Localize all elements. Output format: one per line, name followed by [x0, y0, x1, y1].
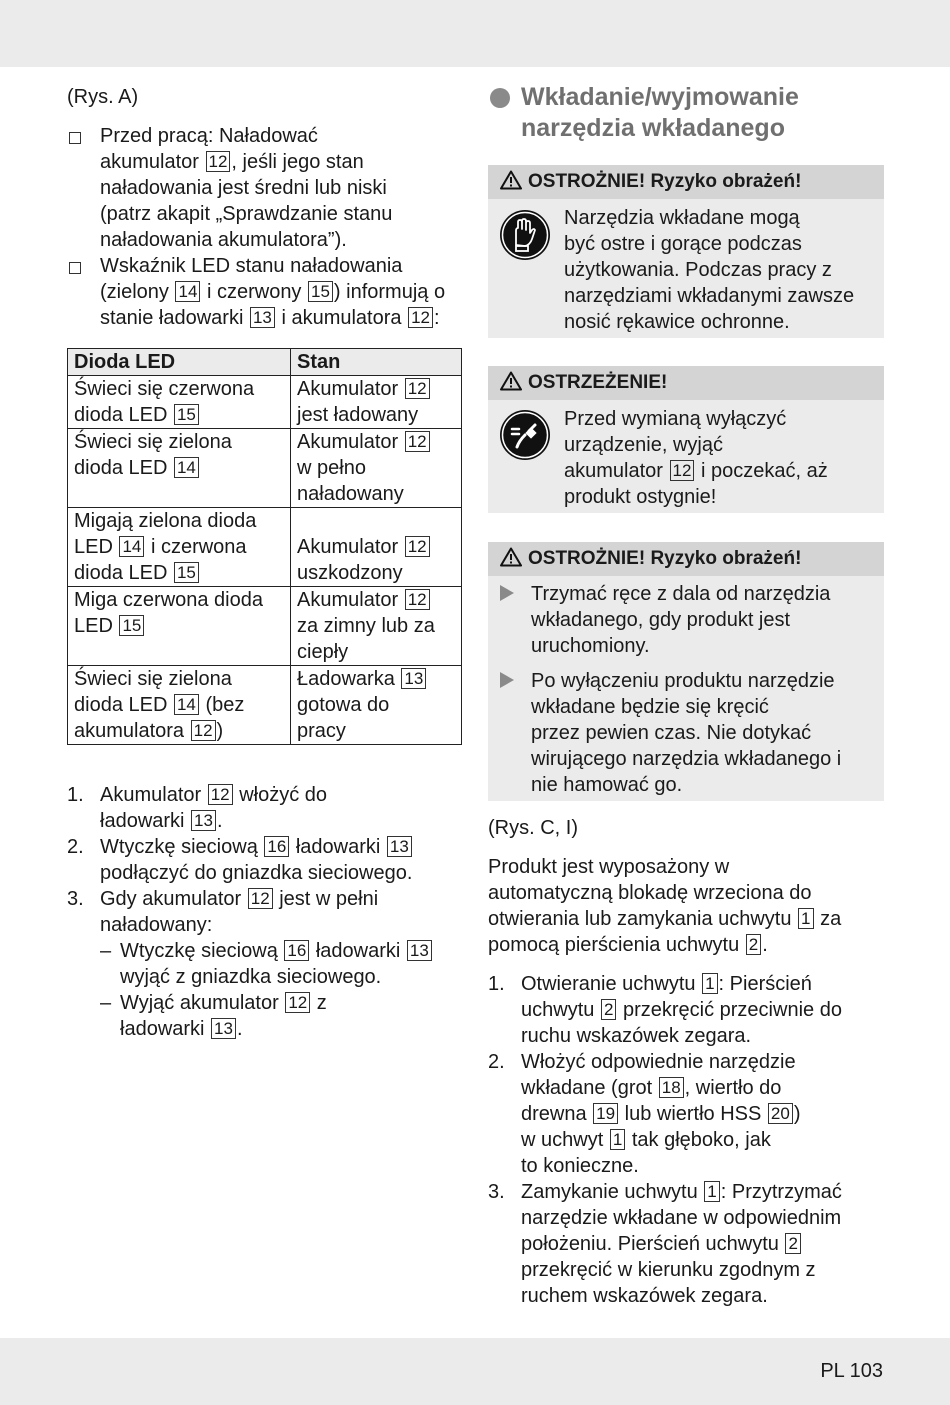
text-line [74, 666, 284, 692]
warning-box [488, 366, 884, 513]
text-line [488, 932, 884, 958]
text-segment: dioda LED [74, 694, 173, 716]
text-line [564, 257, 876, 283]
text-segment: ładowarki [100, 810, 191, 832]
text-segment: za zimny lub za [297, 615, 435, 637]
text-segment: ruchem wskazówek zegara. [521, 1285, 768, 1307]
text-line [488, 880, 884, 906]
text-line [521, 1023, 884, 1049]
table-header-status: Stan [291, 349, 462, 376]
text-segment: automatyczną blokadę wrzeciona do [488, 882, 812, 904]
list-number: 1. [488, 973, 505, 995]
text-line [521, 1231, 884, 1257]
sub-list-item-text [120, 938, 462, 990]
text-segment: Świeci się zielona [74, 431, 232, 453]
reference-number-box: 14 [119, 536, 144, 557]
section-heading [488, 82, 884, 144]
figure-reference: (Rys. A) [67, 86, 139, 108]
text-segment: Akumulator [100, 784, 207, 806]
text-segment: Wtyczkę sieciową [120, 940, 284, 962]
warning-title: OSTRZEŻENIE! [528, 372, 668, 393]
text-segment: Akumulator [297, 589, 404, 611]
reference-number-box: 13 [387, 836, 412, 857]
text-segment: być ostre i gorące podczas [564, 233, 802, 255]
text-segment: naładowania akumulatora”). [100, 229, 347, 251]
text-segment: pomocą pierścienia uchwytu [488, 934, 745, 956]
reference-number-box: 15 [308, 281, 333, 302]
reference-number-box: 16 [284, 940, 309, 961]
reference-number-box: 14 [174, 694, 199, 715]
text-segment: pracy [297, 720, 346, 742]
text-line [297, 692, 455, 718]
text-line [521, 1283, 884, 1309]
unplug-icon [499, 409, 551, 461]
text-segment: (patrz akapit „Sprawdzanie stanu [100, 203, 393, 225]
text-segment: narzędzie wkładane w odpowiednim [521, 1207, 842, 1229]
text-segment: wirującego narzędzia wkładanego i [531, 748, 842, 770]
text-segment: nosić rękawice ochronne. [564, 311, 790, 333]
text-line [521, 1049, 884, 1075]
table-cell-status [291, 508, 462, 587]
reference-number-box: 12 [248, 888, 273, 909]
text-line [531, 607, 880, 633]
caution-title: OSTROŻNIE! Ryzyko obrażeń! [528, 171, 802, 192]
text-segment: ruchu wskazówek zegara. [521, 1025, 752, 1047]
text-segment: Wtyczkę sieciową [100, 836, 264, 858]
table-cell-led [68, 376, 291, 429]
checklist-item-text [100, 123, 462, 253]
text-line [120, 990, 462, 1016]
text-line [297, 587, 455, 613]
checklist-item-text [100, 253, 462, 331]
text-segment: Akumulator [297, 431, 404, 453]
text-line [564, 406, 876, 432]
text-segment: przekręcić przeciwnie do [617, 999, 842, 1021]
text-segment: narzędziami wkładanymi zawsze [564, 285, 855, 307]
text-segment: Wskaźnik LED stanu naładowania [100, 255, 403, 277]
text-segment: i czerwony [201, 281, 307, 303]
text-line [100, 227, 462, 253]
list-item [67, 782, 462, 834]
list-number: 3. [67, 888, 84, 910]
text-segment: to konieczne. [521, 1155, 639, 1177]
text-line [100, 860, 462, 886]
text-segment: Przed pracą: Naładować [100, 125, 318, 147]
text-line [74, 402, 284, 428]
text-segment: LED [74, 536, 119, 558]
text-line [297, 402, 455, 428]
text-segment: Akumulator [297, 378, 404, 400]
text-segment: . [762, 934, 768, 956]
text-segment: w pełno [297, 457, 366, 479]
text-segment: akumulatora [74, 720, 190, 742]
arrow-bullet-icon [500, 585, 514, 601]
text-line [297, 613, 455, 639]
text-line [521, 1127, 884, 1153]
list-number: 2. [67, 836, 84, 858]
caution-box [488, 542, 884, 801]
text-segment: wkładane będzie się kręcić [531, 696, 769, 718]
text-segment: wkładane (grot [521, 1077, 658, 1099]
text-segment: uruchomiony. [531, 635, 650, 657]
text-line [531, 772, 880, 798]
list-item [488, 971, 884, 1049]
header-band [0, 0, 950, 67]
text-line [297, 666, 455, 692]
text-line [488, 854, 884, 880]
text-segment: , wiertło do [684, 1077, 782, 1099]
table-cell-status [291, 666, 462, 745]
reference-number-box: 2 [785, 1233, 800, 1254]
sub-list-item-text [120, 990, 462, 1042]
reference-number-box: 12 [405, 378, 430, 399]
reference-number-box: 12 [206, 151, 231, 172]
text-segment: otwierania lub zamykania uchwytu [488, 908, 798, 930]
reference-number-box: 15 [119, 615, 144, 636]
reference-number-box: 15 [174, 562, 199, 583]
table-row [68, 587, 462, 666]
reference-number-box: 14 [174, 457, 199, 478]
text-line [521, 997, 884, 1023]
text-segment: z [311, 992, 327, 1014]
reference-number-box: 13 [407, 940, 432, 961]
text-line [488, 906, 884, 932]
text-line [531, 746, 880, 772]
text-segment: . [216, 810, 223, 832]
text-line [521, 1075, 884, 1101]
text-line [100, 149, 462, 175]
text-segment: Akumulator [297, 536, 404, 558]
text-segment: i akumulatora [275, 307, 408, 329]
text-line [74, 560, 284, 586]
reference-number-box: 12 [191, 720, 216, 741]
text-line [297, 718, 455, 744]
table-row [68, 508, 462, 587]
text-line [564, 484, 876, 510]
warning-header [488, 366, 884, 400]
text-segment: przekręcić w kierunku zgodnym z [521, 1259, 816, 1281]
text-segment: LED [74, 615, 119, 637]
reference-number-box: 1 [702, 973, 717, 994]
text-line [100, 305, 462, 331]
text-line [100, 834, 462, 860]
list-number: 1. [67, 784, 84, 806]
text-segment: Włożyć odpowiednie narzędzie [521, 1051, 796, 1073]
table-cell-led [68, 508, 291, 587]
text-line [521, 1179, 884, 1205]
text-segment: uchwytu [521, 999, 600, 1021]
figure-reference: (Rys. C, I) [488, 817, 578, 839]
text-segment: włożyć do [233, 784, 328, 806]
text-segment: Przed wymianą wyłączyć [564, 408, 787, 430]
list-item-text [100, 782, 462, 834]
text-segment: lub wiertło HSS [619, 1103, 767, 1125]
text-segment: ) informują o [333, 281, 446, 303]
text-segment: Świeci się zielona [74, 668, 232, 690]
table-cell-led [68, 429, 291, 508]
checkbox-square-icon [69, 262, 81, 274]
list-item [488, 1179, 884, 1309]
intro-paragraph [488, 854, 884, 958]
text-line [531, 668, 880, 694]
text-segment: jest w pełni [273, 888, 379, 910]
reference-number-box: 12 [405, 589, 430, 610]
text-line [564, 205, 876, 231]
reference-number-box: 13 [401, 668, 426, 689]
text-line [100, 123, 462, 149]
text-line [297, 429, 455, 455]
caution-box [488, 165, 884, 338]
text-segment: , jeśli jego stan [231, 151, 364, 173]
text-segment: ciepły [297, 641, 349, 663]
reference-number-box: 1 [704, 1181, 719, 1202]
text-segment: Zamykanie uchwytu [521, 1181, 704, 1203]
reference-number-box: 13 [211, 1018, 236, 1039]
text-segment: Świeci się czerwona [74, 378, 255, 400]
text-segment: dioda LED [74, 404, 173, 426]
chuck-steps-list [488, 971, 884, 1309]
text-line [531, 633, 880, 659]
reference-number-box: 16 [264, 836, 289, 857]
text-line [521, 1153, 884, 1179]
table-row [68, 429, 462, 508]
caution-header [488, 165, 884, 199]
dash-bullet: – [100, 940, 112, 962]
text-line [564, 432, 876, 458]
text-line [74, 718, 284, 744]
text-segment: uszkodzony [297, 562, 403, 584]
caution-text [564, 205, 876, 335]
text-line [100, 886, 462, 912]
text-line [100, 201, 462, 227]
caution-bullet-text [531, 668, 880, 798]
text-line [564, 309, 876, 335]
list-item-text [521, 1049, 884, 1179]
dash-bullet: – [100, 992, 112, 1014]
text-segment: (bez [199, 694, 245, 716]
table-cell-status [291, 587, 462, 666]
text-line [74, 508, 284, 534]
list-item-text [100, 834, 462, 886]
reference-number-box: 2 [746, 934, 761, 955]
text-segment: nie hamować go. [531, 774, 683, 796]
gloves-icon [499, 209, 551, 261]
charging-steps-list [67, 782, 462, 1042]
footer-band [0, 1338, 950, 1405]
reference-number-box: 1 [610, 1129, 625, 1150]
text-line [120, 1016, 462, 1042]
reference-number-box: 15 [174, 404, 199, 425]
text-line [531, 720, 880, 746]
text-segment: za [814, 908, 842, 930]
text-segment: akumulator [100, 151, 205, 173]
text-segment: ) [216, 720, 224, 742]
reference-number-box: 1 [798, 908, 813, 929]
text-line [521, 1257, 884, 1283]
text-segment: położeniu. Pierścień uchwytu [521, 1233, 785, 1255]
sub-list-item [100, 938, 462, 990]
warning-triangle-icon [500, 371, 522, 391]
text-line [297, 534, 455, 560]
text-line [521, 1205, 884, 1231]
text-segment: dioda LED [74, 562, 173, 584]
text-segment: . [236, 1018, 243, 1040]
text-line [74, 455, 284, 481]
text-line [74, 376, 284, 402]
table-cell-status [291, 429, 462, 508]
text-segment: naładowany: [100, 914, 213, 936]
text-segment: Otwieranie uchwytu [521, 973, 702, 995]
checklist-item [67, 253, 462, 331]
reference-number-box: 13 [191, 810, 216, 831]
list-item [488, 1049, 884, 1179]
text-line [521, 1101, 884, 1127]
text-segment: : [433, 307, 440, 329]
text-line [74, 613, 284, 639]
text-segment: dioda LED [74, 457, 173, 479]
list-item [67, 834, 462, 886]
list-item [67, 886, 462, 938]
text-segment: ) [793, 1103, 801, 1125]
text-segment: Ładowarka [297, 668, 401, 690]
text-line [100, 912, 462, 938]
text-segment: jest ładowany [297, 404, 419, 426]
table-cell-status [291, 376, 462, 429]
table-row [68, 376, 462, 429]
text-line [74, 534, 284, 560]
caution-title: OSTROŻNIE! Ryzyko obrażeń! [528, 548, 802, 569]
text-line [100, 808, 462, 834]
text-segment: Trzymać ręce z dala od narzędzia [531, 583, 831, 605]
list-item-text [521, 1179, 884, 1309]
list-item-text [100, 886, 462, 938]
page-number: PL 103 [820, 1360, 883, 1382]
table-header-row [68, 349, 462, 376]
text-line [100, 175, 462, 201]
text-line [74, 587, 284, 613]
reference-number-box: 2 [601, 999, 616, 1020]
text-line [297, 560, 455, 586]
warning-text [564, 406, 876, 510]
caution-bullet [500, 581, 880, 659]
text-segment: urządzenie, wyjąć [564, 434, 723, 456]
text-segment: Miga czerwona dioda [74, 589, 263, 611]
text-line [564, 283, 876, 309]
text-segment: podłączyć do gniazdka sieciowego. [100, 862, 413, 884]
table-header-led: Dioda LED [68, 349, 291, 376]
reference-number-box: 12 [408, 307, 433, 328]
heading-line: Wkładanie/wyjmowanie [521, 83, 799, 111]
warning-triangle-icon [500, 170, 522, 190]
text-line [100, 279, 462, 305]
sub-list-item [100, 990, 462, 1042]
arrow-bullet-icon [500, 672, 514, 688]
text-line [521, 971, 884, 997]
text-line [100, 253, 462, 279]
table-cell-led [68, 666, 291, 745]
text-line [531, 581, 880, 607]
text-line [120, 964, 462, 990]
heading-line: narzędzia wkładanego [521, 114, 785, 142]
text-segment: gotowa do [297, 694, 390, 716]
list-number: 2. [488, 1051, 505, 1073]
text-segment: stanie ładowarki [100, 307, 249, 329]
text-segment: tak głęboko, jak [626, 1129, 771, 1151]
text-segment: w uchwyt [521, 1129, 609, 1151]
reference-number-box: 12 [670, 460, 695, 481]
warning-triangle-icon [500, 547, 522, 567]
reference-number-box: 14 [175, 281, 200, 302]
text-segment: Narzędzia wkładane mogą [564, 207, 800, 229]
text-segment: naładowania jest średni lub niski [100, 177, 387, 199]
text-line [74, 429, 284, 455]
text-line [564, 231, 876, 257]
caution-bullet-text [531, 581, 880, 659]
text-segment: użytkowania. Podczas pracy z [564, 259, 832, 281]
text-line [297, 481, 455, 507]
reference-number-box: 19 [593, 1103, 618, 1124]
text-segment: ładowarki [290, 836, 386, 858]
led-status-table [67, 348, 462, 745]
caution-bullet [500, 668, 880, 798]
text-segment: przez pewien czas. Nie dotykać [531, 722, 812, 744]
reference-number-box: 12 [285, 992, 310, 1013]
text-segment: drewna [521, 1103, 593, 1125]
checklist-item [67, 123, 462, 253]
text-segment: (zielony [100, 281, 175, 303]
caution-header [488, 542, 884, 576]
text-segment: i poczekać, aż [695, 460, 828, 482]
text-segment: ładowarki [120, 1018, 211, 1040]
reference-number-box: 18 [659, 1077, 684, 1098]
text-segment: Po wyłączeniu produktu narzędzie [531, 670, 835, 692]
list-item-text [521, 971, 884, 1049]
bullet-dot-icon [490, 88, 510, 108]
text-segment: Migają zielona dioda [74, 510, 257, 532]
checkbox-square-icon [69, 132, 81, 144]
text-segment: akumulator [564, 460, 669, 482]
text-segment: Gdy akumulator [100, 888, 247, 910]
text-segment: : Przytrzymać [720, 1181, 842, 1203]
text-line [297, 639, 455, 665]
table-cell-led [68, 587, 291, 666]
reference-number-box: 12 [405, 536, 430, 557]
text-line [531, 694, 880, 720]
reference-number-box: 12 [208, 784, 233, 805]
list-number: 3. [488, 1181, 505, 1203]
text-line [297, 455, 455, 481]
reference-number-box: 13 [250, 307, 275, 328]
text-segment: produkt ostygnie! [564, 486, 717, 508]
text-line [100, 782, 462, 808]
table-row [68, 666, 462, 745]
text-line [120, 938, 462, 964]
text-segment: Produkt jest wyposażony w [488, 856, 730, 878]
reference-number-box: 20 [768, 1103, 793, 1124]
text-segment: naładowany [297, 483, 404, 505]
text-line [564, 458, 876, 484]
text-line [297, 376, 455, 402]
text-segment: Wyjąć akumulator [120, 992, 285, 1014]
reference-number-box: 12 [405, 431, 430, 452]
text-segment: i czerwona [145, 536, 247, 558]
text-segment: wkładanego, gdy produkt jest [531, 609, 791, 631]
text-segment: : Pierścień [718, 973, 812, 995]
text-line [74, 692, 284, 718]
text-segment: ładowarki [310, 940, 406, 962]
text-segment: wyjąć z gniazdka sieciowego. [120, 966, 382, 988]
